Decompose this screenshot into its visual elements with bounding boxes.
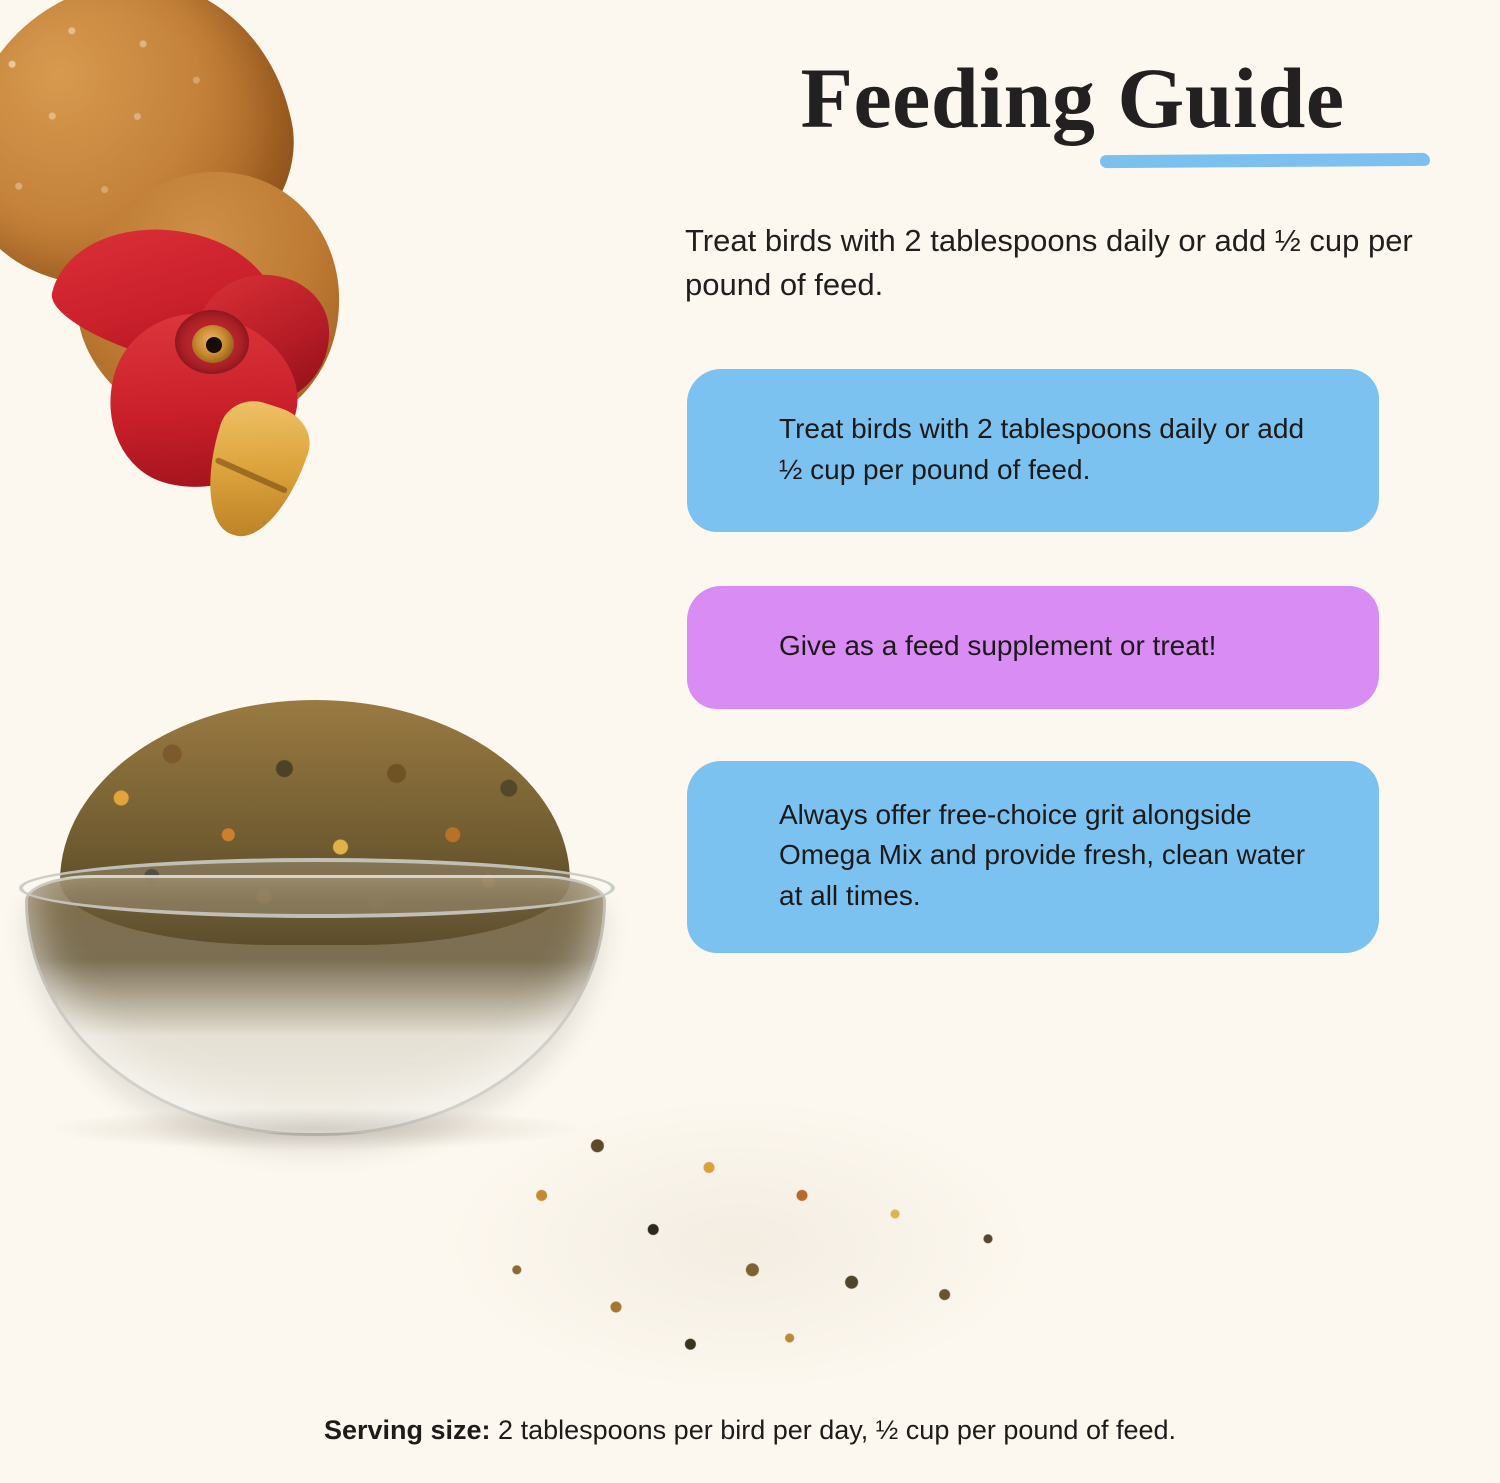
serving-size-footer (0, 1415, 1500, 1446)
callout-feeding-amount (687, 369, 1379, 532)
glass-bowl-rim (19, 858, 615, 918)
intro-text: Treat birds with 2 tablespoons daily or add ½ cup per pound of feed. (685, 223, 1413, 303)
chicken-photo (0, 0, 430, 555)
page-title: Feeding Guide (800, 50, 1345, 146)
callout-supplement (687, 586, 1379, 709)
serving-size-value: 2 tablespoons per bird per day, ½ cup per pound of feed. (490, 1415, 1177, 1445)
serving-size-label: Serving size: (323, 1415, 491, 1445)
callout-grit-and-water (687, 761, 1379, 953)
product-imagery-column (0, 0, 660, 1430)
callout-text: Always offer free-choice grit alongside Omega Mix and provide fresh, clean water at all times. (779, 798, 1306, 911)
callout-text: Treat birds with 2 tablespoons daily or add ½ cup per pound of feed. (779, 413, 1305, 485)
chicken-pupil (206, 337, 222, 353)
feed-bowl-photo (5, 690, 625, 1150)
callout-text: Give as a feed supplement or treat! (779, 630, 1217, 662)
title-underline (1100, 153, 1430, 168)
guide-content-column (675, 0, 1500, 1420)
